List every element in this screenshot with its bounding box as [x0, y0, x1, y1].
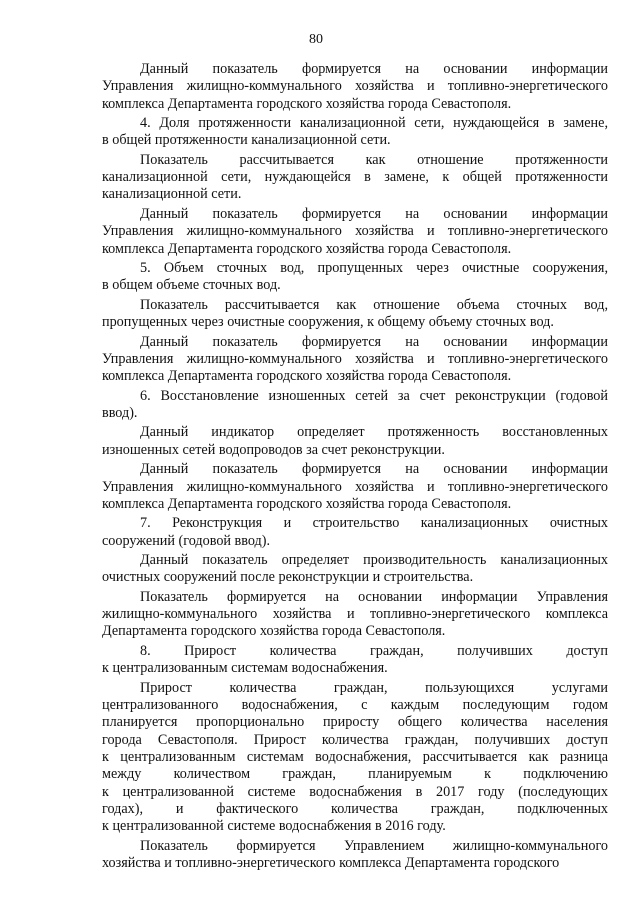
text-line: планируется пропорционально приросту общего количества населения — [102, 714, 608, 731]
text-line: Показатель рассчитывается как отношение объема сточных вод, — [140, 296, 608, 313]
text-line: Данный показатель определяет производительность канализационных — [140, 552, 608, 569]
text-line: 4. Доля протяженности канализационной сети, нуждающейся в замене, — [140, 115, 608, 132]
text-line: 7. Реконструкция и строительство канализационных очистных — [140, 515, 608, 532]
text-line: пропущенных через очистные сооружения, к общему объему сточных вод. — [102, 314, 554, 331]
text-line: Показатель рассчитывается как отношение протяженности — [140, 151, 608, 168]
text-line: Данный показатель формируется на основании информации — [140, 205, 608, 222]
text-line: канализационной сети, нуждающейся в замене, к общей протяженности — [102, 169, 608, 186]
text-line: между количеством граждан, планируемым к подключению — [102, 766, 608, 783]
text-line: города Севастополя. Прирост количества граждан, получивших доступ — [102, 731, 608, 748]
text-line: к централизованным системам водоснабжения. — [102, 660, 388, 677]
text-line: в общей протяженности канализационной сети. — [102, 132, 391, 149]
text-line: комплекса Департамента городского хозяйства города Севастополя. — [102, 95, 512, 112]
text-line: ввод). — [102, 404, 138, 421]
text-line: Департамента городского хозяйства города Севастополя. — [102, 623, 446, 640]
text-line: к централизованной системе водоснабжения в 2017 году (последующих — [102, 783, 608, 800]
text-line: Показатель формируется Управлением жилищно-коммунального — [140, 837, 608, 854]
paragraph — [102, 589, 608, 641]
paragraph — [102, 461, 608, 513]
paragraph — [102, 388, 608, 423]
text-line: комплекса Департамента городского хозяйства города Севастополя. — [102, 495, 512, 512]
text-line: 5. Объем сточных вод, пропущенных через очистные сооружения, — [140, 260, 608, 277]
text-line: изношенных сетей водопроводов за счет реконструкции. — [102, 441, 445, 458]
text-line: Показатель формируется на основании информации Управления — [140, 588, 608, 605]
text-line: Управления жилищно-коммунального хозяйства и топливно-энергетического — [102, 350, 608, 367]
text-line: в общем объеме сточных вод. — [102, 277, 281, 294]
text-line: комплекса Департамента городского хозяйства города Севастополя. — [102, 240, 512, 257]
paragraph — [102, 206, 608, 258]
text-line: канализационной сети. — [102, 186, 242, 203]
text-line: Управления жилищно-коммунального хозяйства и топливно-энергетического — [102, 223, 608, 240]
text-line: Данный показатель формируется на основании информации — [140, 61, 608, 77]
text-line: Данный показатель формируется на основании информации — [140, 333, 608, 350]
text-line: Управления жилищно-коммунального хозяйства и топливно-энергетического — [102, 78, 608, 95]
paragraph — [102, 515, 608, 550]
text-line: Прирост количества граждан, пользующихся услугами — [140, 679, 608, 696]
paragraph — [102, 552, 608, 587]
paragraph — [102, 838, 608, 873]
paragraph — [102, 115, 608, 150]
text-line: годах), и фактического количества граждан, подключенных — [102, 800, 608, 817]
page-number: 80 — [309, 32, 323, 47]
text-line: централизованного водоснабжения, с каждым последующим годом — [102, 697, 608, 714]
paragraph — [102, 643, 608, 678]
text-line: Данный индикатор определяет протяженность восстановленных — [140, 424, 608, 441]
text-line: Данный показатель формируется на основании информации — [140, 461, 608, 478]
text-line: к централизованным системам водоснабжения, рассчитывается как разница — [102, 748, 608, 765]
text-line: комплекса Департамента городского хозяйства города Севастополя. — [102, 368, 512, 385]
text-line: к централизованной системе водоснабжения в 2016 году. — [102, 818, 446, 835]
text-line: жилищно-коммунального хозяйства и топливно-энергетического комплекса — [102, 606, 608, 623]
text-line: 8. Прирост количества граждан, получивших доступ — [140, 642, 608, 659]
text-line: хозяйства и топливно-энергетического комплекса Департамента городского — [102, 854, 560, 871]
text-line: 6. Восстановление изношенных сетей за счет реконструкции (годовой — [140, 387, 608, 404]
text-line: сооружений (годовой ввод). — [102, 532, 271, 549]
paragraph — [102, 260, 608, 295]
paragraph — [102, 680, 608, 836]
paragraph — [102, 152, 608, 204]
paragraph — [102, 424, 608, 459]
paragraph — [102, 334, 608, 386]
paragraph — [102, 297, 608, 332]
document-body — [102, 61, 608, 872]
text-line: очистных сооружений после реконструкции и строительства. — [102, 569, 474, 586]
paragraph — [102, 61, 608, 113]
text-line: Управления жилищно-коммунального хозяйства и топливно-энергетического — [102, 478, 608, 495]
